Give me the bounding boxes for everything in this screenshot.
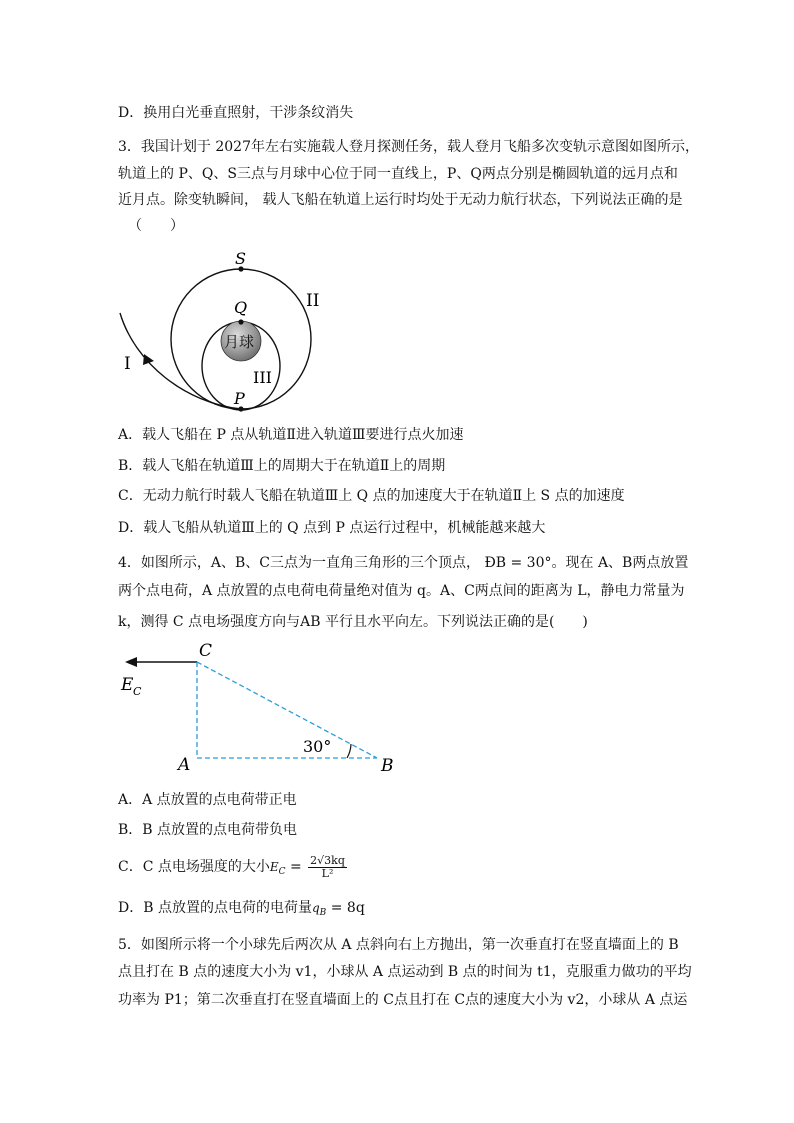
label-e: E — [121, 675, 134, 695]
q4-option-c-e-sub: C — [278, 867, 286, 877]
angle-arc — [347, 744, 351, 758]
q3-orbit-figure — [110, 248, 340, 418]
q4-option-c — [118, 852, 349, 887]
label-s: S — [235, 249, 246, 268]
q3-option-b: B．载人飞船在轨道Ⅲ上的周期大于在轨道Ⅱ上的周期 — [118, 458, 446, 474]
q3-stem-line3: 近月点。除变轨瞬间， 载人飞船在轨道上运行时均处于无动力航行状态，下列说法正确的是 — [118, 192, 683, 208]
q5-stem-line3: 功率为 P1；第二次垂直打在竖直墙面上的 C点且打在 C点的速度大小为 v2，小球从 A 点运 — [118, 992, 688, 1008]
label-c: C — [199, 641, 213, 661]
label-orbit-2: II — [306, 291, 320, 311]
q4-option-d-q: q — [311, 901, 320, 915]
q3-option-d: D．载人飞船从轨道Ⅲ上的 Q 点到 P 点运行过程中，机械能越来越大 — [118, 520, 546, 536]
q4-option-d-eq: = 8q — [326, 900, 365, 916]
q4-option-c-eq: = — [285, 859, 307, 875]
q4-option-c-fraction — [308, 855, 347, 880]
q4-stem-line3: k，测得 C 点电场强度方向与AB 平行且水平向左。下列说法正确的是( ) — [118, 614, 588, 630]
q4-option-d-text: D．B 点放置的点电荷的电荷量 — [118, 900, 312, 916]
q4-option-b: B．B 点放置的点电荷带负电 — [118, 822, 298, 838]
q3-option-c: C．无动力航行时载人飞船在轨道Ⅲ上 Q 点的加速度大于在轨道Ⅱ上 S 点的加速度 — [118, 488, 625, 504]
side-cb — [197, 662, 377, 758]
label-a: A — [178, 755, 191, 775]
label-q: Q — [234, 298, 248, 317]
q4-stem-line2: 两个点电荷，A 点放置的点电荷电荷量绝对值为 q。A、C两点间的距离为 L，静电力常量为 — [118, 583, 685, 599]
q3-option-a: A．载人飞船在 P 点从轨道Ⅱ进入轨道Ⅲ要进行点火加速 — [118, 427, 464, 443]
q3-stem-line2: 轨道上的 P、Q、S三点与月球中心位于同一直线上，P、Q两点分别是椭圆轨道的远月点和 — [118, 166, 678, 182]
q3-answer-bracket: （ ） — [128, 218, 184, 234]
q4-option-d — [118, 898, 365, 923]
label-p: P — [234, 389, 245, 408]
field-arrow-head — [125, 657, 137, 667]
q3-stem-line1: 3．我国计划于 2027年左右实施载人登月探测任务，载人登月飞船多次变轨示意图如图所示， — [118, 139, 699, 155]
label-angle: 30° — [303, 737, 332, 756]
label-orbit-1: I — [124, 354, 131, 374]
q4-option-d-sub: B — [319, 908, 327, 918]
q4-option-c-text: C．C 点电场强度的大小 — [118, 859, 270, 875]
q4-triangle-figure — [115, 640, 405, 780]
label-moon: 月球 — [224, 333, 255, 351]
fraction-numerator: 2√3kq — [310, 853, 345, 867]
q4-option-a: A．A 点放置的点电荷带正电 — [118, 792, 297, 808]
fraction-denominator: L² — [321, 866, 334, 880]
label-orbit-3: III — [253, 368, 272, 387]
label-e-sub: C — [133, 685, 142, 698]
label-b: B — [381, 756, 394, 776]
q5-stem-line1: 5．如图所示将一个小球先后两次从 A 点斜向右上方抛出，第一次垂直打在竖直墙面上的 B — [118, 937, 679, 953]
orbit-1-arrow — [143, 354, 154, 365]
q4-option-c-e: E — [269, 860, 279, 874]
q4-stem-line1: 4．如图所示，A、B、C三点为一直角三角形的三个顶点， ÐB = 30°。现在 A、B两点放置 — [118, 555, 689, 571]
point-q — [238, 319, 243, 324]
q5-stem-line2: 点且打在 B 点的速度大小为 v1，小球从 A 点运动到 B 点的时间为 t1，克服重力做功的平均 — [118, 964, 692, 980]
q2-option-d: D．换用白光垂直照射，干涉条纹消失 — [118, 105, 354, 121]
